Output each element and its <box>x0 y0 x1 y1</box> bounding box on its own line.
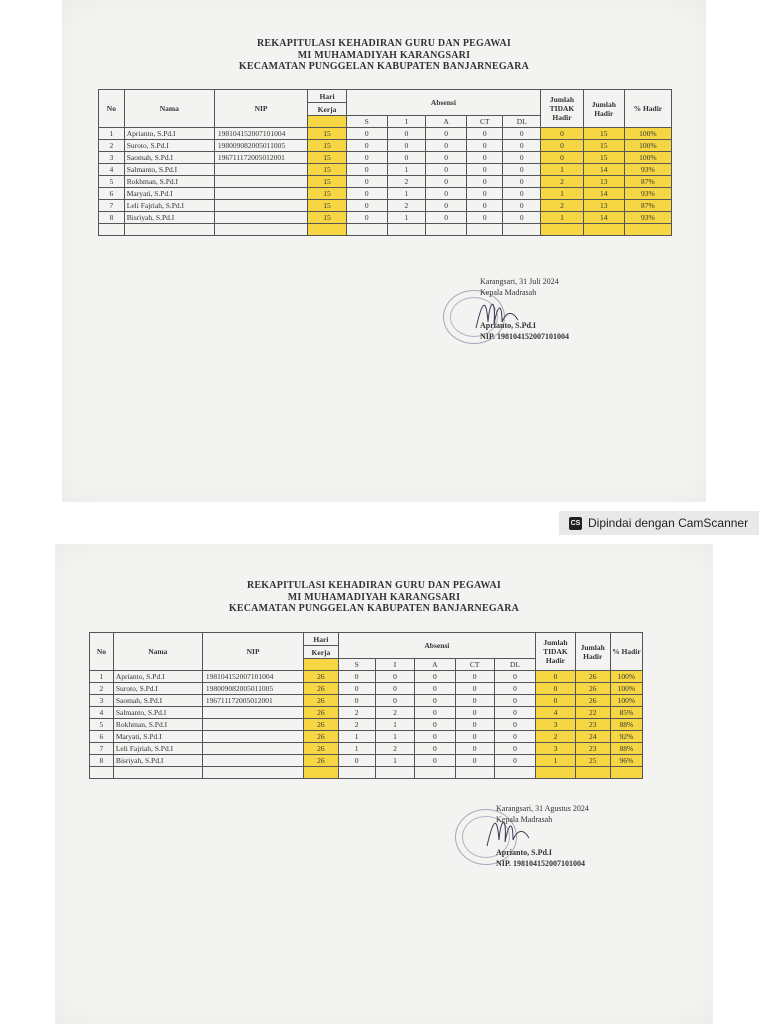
cell-dl: 0 <box>494 683 535 695</box>
camscanner-banner <box>559 511 759 535</box>
cell-i: 0 <box>387 128 426 140</box>
place-date: Karangsari, 31 Agustus 2024 <box>496 804 589 813</box>
cell-hari-kerja: 26 <box>304 755 338 767</box>
empty-cell <box>536 767 575 779</box>
cell-no: 8 <box>99 212 125 224</box>
cell-nip <box>202 755 303 767</box>
cell-hari-kerja: 15 <box>308 128 347 140</box>
cell-a: 0 <box>415 671 455 683</box>
header-tidak-hadir: Jumlah TIDAK Hadir <box>541 90 584 128</box>
cell-ct: 0 <box>455 707 494 719</box>
cell-persen: 88% <box>610 719 642 731</box>
cell-hadir: 26 <box>575 695 610 707</box>
cell-hari-kerja: 26 <box>304 671 338 683</box>
signer-role: Kepala Madrasah <box>480 287 537 297</box>
empty-cell <box>467 224 503 236</box>
header-kerja: Kerja <box>304 646 338 659</box>
cell-nip: 198009082005011005 <box>202 683 303 695</box>
empty-cell <box>308 224 347 236</box>
cell-dl: 0 <box>503 176 541 188</box>
cell-ct: 0 <box>467 200 503 212</box>
cell-nama: Rokhman, S.Pd.I <box>124 176 214 188</box>
header-hari: Hari <box>304 633 338 646</box>
header-s: S <box>346 116 387 128</box>
cell-i: 1 <box>375 755 414 767</box>
header-a: A <box>426 116 467 128</box>
cell-a: 0 <box>426 164 467 176</box>
cell-hari-kerja: 26 <box>304 719 338 731</box>
empty-cell <box>124 224 214 236</box>
cell-a: 0 <box>426 140 467 152</box>
cell-ct: 0 <box>455 671 494 683</box>
cell-ct: 0 <box>455 683 494 695</box>
cell-s: 0 <box>346 140 387 152</box>
cell-hadir: 13 <box>583 200 624 212</box>
cell-no: 4 <box>90 707 114 719</box>
cell-tidak-hadir: 1 <box>536 755 575 767</box>
cell-no: 1 <box>90 671 114 683</box>
cell-persen: 100% <box>624 128 671 140</box>
cell-nip <box>214 212 307 224</box>
empty-cell <box>415 767 455 779</box>
cell-s: 0 <box>346 128 387 140</box>
cell-hari-kerja: 15 <box>308 164 347 176</box>
cell-i: 2 <box>375 743 414 755</box>
cell-i: 2 <box>387 176 426 188</box>
cell-nama: Saomah, S.Pd.I <box>113 695 202 707</box>
cell-tidak-hadir: 3 <box>536 719 575 731</box>
cell-nip <box>214 164 307 176</box>
table-row <box>99 176 672 188</box>
empty-cell <box>387 224 426 236</box>
signer-nip: NIP. 198104152007101004 <box>480 331 570 341</box>
cell-hadir: 15 <box>583 128 624 140</box>
cell-hadir: 25 <box>575 755 610 767</box>
cell-a: 0 <box>426 188 467 200</box>
cell-hadir: 23 <box>575 719 610 731</box>
header-jumlah-hadir: Jumlah Hadir <box>583 90 624 128</box>
cell-nip: 198009082005011005 <box>214 140 307 152</box>
cell-nama: Suroto, S.Pd.I <box>124 140 214 152</box>
cell-no: 4 <box>99 164 125 176</box>
cell-tidak-hadir: 0 <box>536 695 575 707</box>
cell-nip: 198104152007101004 <box>214 128 307 140</box>
cell-ct: 0 <box>455 755 494 767</box>
cell-hari-kerja: 15 <box>308 176 347 188</box>
empty-cell <box>99 224 125 236</box>
cell-tidak-hadir: 2 <box>541 200 584 212</box>
header-persen-hadir: % Hadir <box>610 633 642 671</box>
cell-a: 0 <box>426 152 467 164</box>
attendance-table <box>89 632 643 779</box>
cell-tidak-hadir: 2 <box>541 176 584 188</box>
cell-tidak-hadir: 2 <box>536 731 575 743</box>
cell-nama: Aprianto, S.Pd.I <box>113 671 202 683</box>
empty-cell <box>455 767 494 779</box>
table-row <box>90 683 643 695</box>
title-line-3: KECAMATAN PUNGGELAN KABUPATEN BANJARNEGARA <box>228 603 520 614</box>
cell-no: 6 <box>90 731 114 743</box>
empty-cell <box>610 767 642 779</box>
table-row <box>90 731 643 743</box>
cell-hari-kerja: 15 <box>308 152 347 164</box>
cell-persen: 88% <box>610 743 642 755</box>
cell-hadir: 26 <box>575 683 610 695</box>
cell-ct: 0 <box>467 140 503 152</box>
cell-hari-kerja: 26 <box>304 683 338 695</box>
cell-hadir: 15 <box>583 152 624 164</box>
cell-i: 0 <box>375 695 414 707</box>
cell-tidak-hadir: 1 <box>541 164 584 176</box>
cell-nama: Aprianto, S.Pd.I <box>124 128 214 140</box>
cell-s: 0 <box>346 152 387 164</box>
header-kerja: Kerja <box>308 103 347 116</box>
attendance-table <box>98 89 672 236</box>
signer-role: Kepala Madrasah <box>496 814 553 824</box>
cell-tidak-hadir: 1 <box>541 188 584 200</box>
cell-nama: Salmanto, S.Pd.I <box>124 164 214 176</box>
signature-block <box>480 277 569 342</box>
cell-ct: 0 <box>467 176 503 188</box>
cell-nama: Maryati, S.Pd.I <box>124 188 214 200</box>
cell-tidak-hadir: 1 <box>541 212 584 224</box>
cell-hadir: 15 <box>583 140 624 152</box>
cell-hari-kerja: 15 <box>308 188 347 200</box>
cell-persen: 96% <box>610 755 642 767</box>
empty-cell <box>202 767 303 779</box>
empty-cell <box>214 224 307 236</box>
cell-persen: 93% <box>624 164 671 176</box>
empty-cell <box>338 767 375 779</box>
header-no: No <box>90 633 114 671</box>
cell-dl: 0 <box>503 152 541 164</box>
cell-nip <box>214 200 307 212</box>
cell-no: 8 <box>90 755 114 767</box>
empty-cell <box>494 767 535 779</box>
cell-ct: 0 <box>467 164 503 176</box>
signer-nip: NIP. 198104152007101004 <box>496 858 586 868</box>
signature-block <box>496 804 589 869</box>
cell-ct: 0 <box>455 731 494 743</box>
cell-s: 1 <box>338 743 375 755</box>
cell-s: 2 <box>338 719 375 731</box>
table-row <box>99 188 672 200</box>
cell-a: 0 <box>415 731 455 743</box>
header-ct: CT <box>455 659 494 671</box>
cell-no: 3 <box>90 695 114 707</box>
cell-no: 2 <box>90 683 114 695</box>
table-row-empty <box>90 767 643 779</box>
cell-dl: 0 <box>503 140 541 152</box>
cell-hadir: 26 <box>575 671 610 683</box>
empty-cell <box>503 224 541 236</box>
cell-hadir: 24 <box>575 731 610 743</box>
cell-i: 1 <box>375 719 414 731</box>
cell-i: 0 <box>375 683 414 695</box>
empty-cell <box>90 767 114 779</box>
signer-name: Aprianto, S.Pd.I <box>496 848 553 857</box>
cell-a: 0 <box>415 683 455 695</box>
cell-nip <box>202 707 303 719</box>
cell-hadir: 22 <box>575 707 610 719</box>
cell-i: 1 <box>375 731 414 743</box>
cell-dl: 0 <box>494 695 535 707</box>
cell-ct: 0 <box>455 743 494 755</box>
header-nip: NIP <box>214 90 307 128</box>
cell-dl: 0 <box>503 164 541 176</box>
header-ct: CT <box>467 116 503 128</box>
cell-s: 0 <box>346 200 387 212</box>
cell-nama: Suroto, S.Pd.I <box>113 683 202 695</box>
cell-persen: 100% <box>610 671 642 683</box>
table-row <box>90 707 643 719</box>
header-absensi: Absensi <box>338 633 536 659</box>
empty-cell <box>113 767 202 779</box>
camscanner-label: Dipindai dengan CamScanner <box>588 516 749 530</box>
empty-cell <box>624 224 671 236</box>
cell-s: 0 <box>338 683 375 695</box>
place-date: Karangsari, 31 Juli 2024 <box>480 277 559 286</box>
cell-dl: 0 <box>494 719 535 731</box>
table-row <box>90 743 643 755</box>
cell-persen: 100% <box>610 695 642 707</box>
cell-ct: 0 <box>467 188 503 200</box>
cell-hari-kerja: 15 <box>308 200 347 212</box>
cell-hari-kerja: 15 <box>308 212 347 224</box>
cell-i: 1 <box>387 212 426 224</box>
signer-name: Aprianto, S.Pd.I <box>480 321 537 330</box>
cell-hadir: 14 <box>583 164 624 176</box>
empty-cell <box>541 224 584 236</box>
cell-nip <box>202 731 303 743</box>
cell-s: 0 <box>338 671 375 683</box>
cell-nip <box>214 176 307 188</box>
cell-dl: 0 <box>494 707 535 719</box>
header-jumlah-hadir: Jumlah Hadir <box>575 633 610 671</box>
table-row <box>99 212 672 224</box>
cell-ct: 0 <box>467 212 503 224</box>
scanned-page-1 <box>62 0 706 502</box>
cell-persen: 92% <box>610 731 642 743</box>
cell-no: 5 <box>99 176 125 188</box>
cell-nip <box>202 743 303 755</box>
cell-i: 2 <box>375 707 414 719</box>
cell-nip <box>214 188 307 200</box>
empty-cell <box>575 767 610 779</box>
table-row <box>99 128 672 140</box>
cell-a: 0 <box>415 743 455 755</box>
camscanner-logo-icon: CS <box>569 517 582 530</box>
table-row <box>99 164 672 176</box>
cell-i: 0 <box>375 671 414 683</box>
empty-cell <box>583 224 624 236</box>
document-title <box>62 38 706 73</box>
cell-ct: 0 <box>467 152 503 164</box>
cell-no: 7 <box>90 743 114 755</box>
header-nama: Nama <box>113 633 202 671</box>
table-row <box>90 755 643 767</box>
cell-hari-kerja: 26 <box>304 743 338 755</box>
cell-nama: Leli Fajriah, S.Pd.I <box>113 743 202 755</box>
cell-nama: Saomah, S.Pd.I <box>124 152 214 164</box>
cell-s: 2 <box>338 707 375 719</box>
cell-dl: 0 <box>503 188 541 200</box>
cell-hadir: 23 <box>575 743 610 755</box>
scanned-page-2 <box>55 544 713 1024</box>
cell-no: 5 <box>90 719 114 731</box>
cell-no: 6 <box>99 188 125 200</box>
cell-no: 3 <box>99 152 125 164</box>
cell-nama: Rokhman, S.Pd.I <box>113 719 202 731</box>
table-row-empty <box>99 224 672 236</box>
cell-nip: 196711172005012001 <box>214 152 307 164</box>
cell-s: 0 <box>346 176 387 188</box>
cell-tidak-hadir: 0 <box>541 128 584 140</box>
cell-ct: 0 <box>455 719 494 731</box>
cell-nama: Bisriyah, S.Pd.I <box>124 212 214 224</box>
cell-nama: Leli Fajriah, S.Pd.I <box>124 200 214 212</box>
cell-dl: 0 <box>494 671 535 683</box>
cell-hari-kerja: 26 <box>304 707 338 719</box>
cell-tidak-hadir: 0 <box>536 683 575 695</box>
cell-dl: 0 <box>494 755 535 767</box>
header-absensi: Absensi <box>346 90 540 116</box>
cell-i: 0 <box>387 152 426 164</box>
table-row <box>99 200 672 212</box>
header-dl: DL <box>494 659 535 671</box>
empty-cell <box>426 224 467 236</box>
cell-hadir: 13 <box>583 176 624 188</box>
empty-cell <box>375 767 414 779</box>
cell-dl: 0 <box>503 212 541 224</box>
cell-a: 0 <box>415 755 455 767</box>
title-line-2: MI MUHAMADIYAH KARANGSARI <box>297 49 471 61</box>
cell-i: 1 <box>387 164 426 176</box>
table-row <box>90 719 643 731</box>
cell-hadir: 14 <box>583 188 624 200</box>
cell-persen: 100% <box>610 683 642 695</box>
empty-cell <box>346 224 387 236</box>
cell-tidak-hadir: 0 <box>541 140 584 152</box>
cell-hari-kerja: 15 <box>308 140 347 152</box>
header-no: No <box>99 90 125 128</box>
cell-a: 0 <box>415 707 455 719</box>
cell-persen: 100% <box>624 140 671 152</box>
cell-s: 0 <box>346 212 387 224</box>
cell-a: 0 <box>426 212 467 224</box>
cell-i: 2 <box>387 200 426 212</box>
cell-nip: 196711172005012001 <box>202 695 303 707</box>
cell-persen: 93% <box>624 188 671 200</box>
cell-s: 0 <box>346 188 387 200</box>
cell-tidak-hadir: 0 <box>541 152 584 164</box>
title-line-3: KECAMATAN PUNGGELAN KABUPATEN BANJARNEGARA <box>238 61 530 72</box>
header-s: S <box>338 659 375 671</box>
cell-tidak-hadir: 0 <box>536 671 575 683</box>
title-line-1: REKAPITULASI KEHADIRAN GURU DAN PEGAWAI <box>247 580 501 591</box>
cell-hari-kerja: 26 <box>304 695 338 707</box>
cell-tidak-hadir: 3 <box>536 743 575 755</box>
cell-a: 0 <box>415 695 455 707</box>
header-nip: NIP <box>202 633 303 671</box>
cell-ct: 0 <box>455 695 494 707</box>
header-tidak-hadir: Jumlah TIDAK Hadir <box>536 633 575 671</box>
cell-nip: 198104152007101004 <box>202 671 303 683</box>
cell-tidak-hadir: 4 <box>536 707 575 719</box>
cell-i: 0 <box>387 140 426 152</box>
cell-persen: 87% <box>624 200 671 212</box>
cell-a: 0 <box>415 719 455 731</box>
cell-nama: Maryati, S.Pd.I <box>113 731 202 743</box>
cell-ct: 0 <box>467 128 503 140</box>
cell-s: 0 <box>338 755 375 767</box>
cell-s: 0 <box>346 164 387 176</box>
cell-i: 1 <box>387 188 426 200</box>
cell-persen: 87% <box>624 176 671 188</box>
cell-persen: 93% <box>624 212 671 224</box>
cell-dl: 0 <box>494 743 535 755</box>
header-persen-hadir: % Hadir <box>624 90 671 128</box>
cell-dl: 0 <box>494 731 535 743</box>
cell-no: 7 <box>99 200 125 212</box>
cell-hari-kerja: 26 <box>304 731 338 743</box>
cell-s: 0 <box>338 695 375 707</box>
table-row <box>99 152 672 164</box>
cell-nama: Bisriyah, S.Pd.I <box>113 755 202 767</box>
cell-a: 0 <box>426 176 467 188</box>
document-title <box>35 580 713 615</box>
cell-persen: 100% <box>624 152 671 164</box>
cell-dl: 0 <box>503 128 541 140</box>
empty-cell <box>304 767 338 779</box>
table-row <box>90 695 643 707</box>
header-a: A <box>415 659 455 671</box>
cell-dl: 0 <box>503 200 541 212</box>
cell-no: 2 <box>99 140 125 152</box>
cell-nama: Salmanto, S.Pd.I <box>113 707 202 719</box>
cell-s: 1 <box>338 731 375 743</box>
cell-nip <box>202 719 303 731</box>
cell-a: 0 <box>426 128 467 140</box>
title-line-1: REKAPITULASI KEHADIRAN GURU DAN PEGAWAI <box>257 38 511 49</box>
title-line-2: MI MUHAMADIYAH KARANGSARI <box>287 591 461 603</box>
header-i: I <box>387 116 426 128</box>
header-i: I <box>375 659 414 671</box>
header-hari: Hari <box>308 90 347 103</box>
header-dl: DL <box>503 116 541 128</box>
cell-no: 1 <box>99 128 125 140</box>
header-nama: Nama <box>124 90 214 128</box>
cell-persen: 85% <box>610 707 642 719</box>
table-row <box>99 140 672 152</box>
cell-a: 0 <box>426 200 467 212</box>
table-row <box>90 671 643 683</box>
cell-hadir: 14 <box>583 212 624 224</box>
